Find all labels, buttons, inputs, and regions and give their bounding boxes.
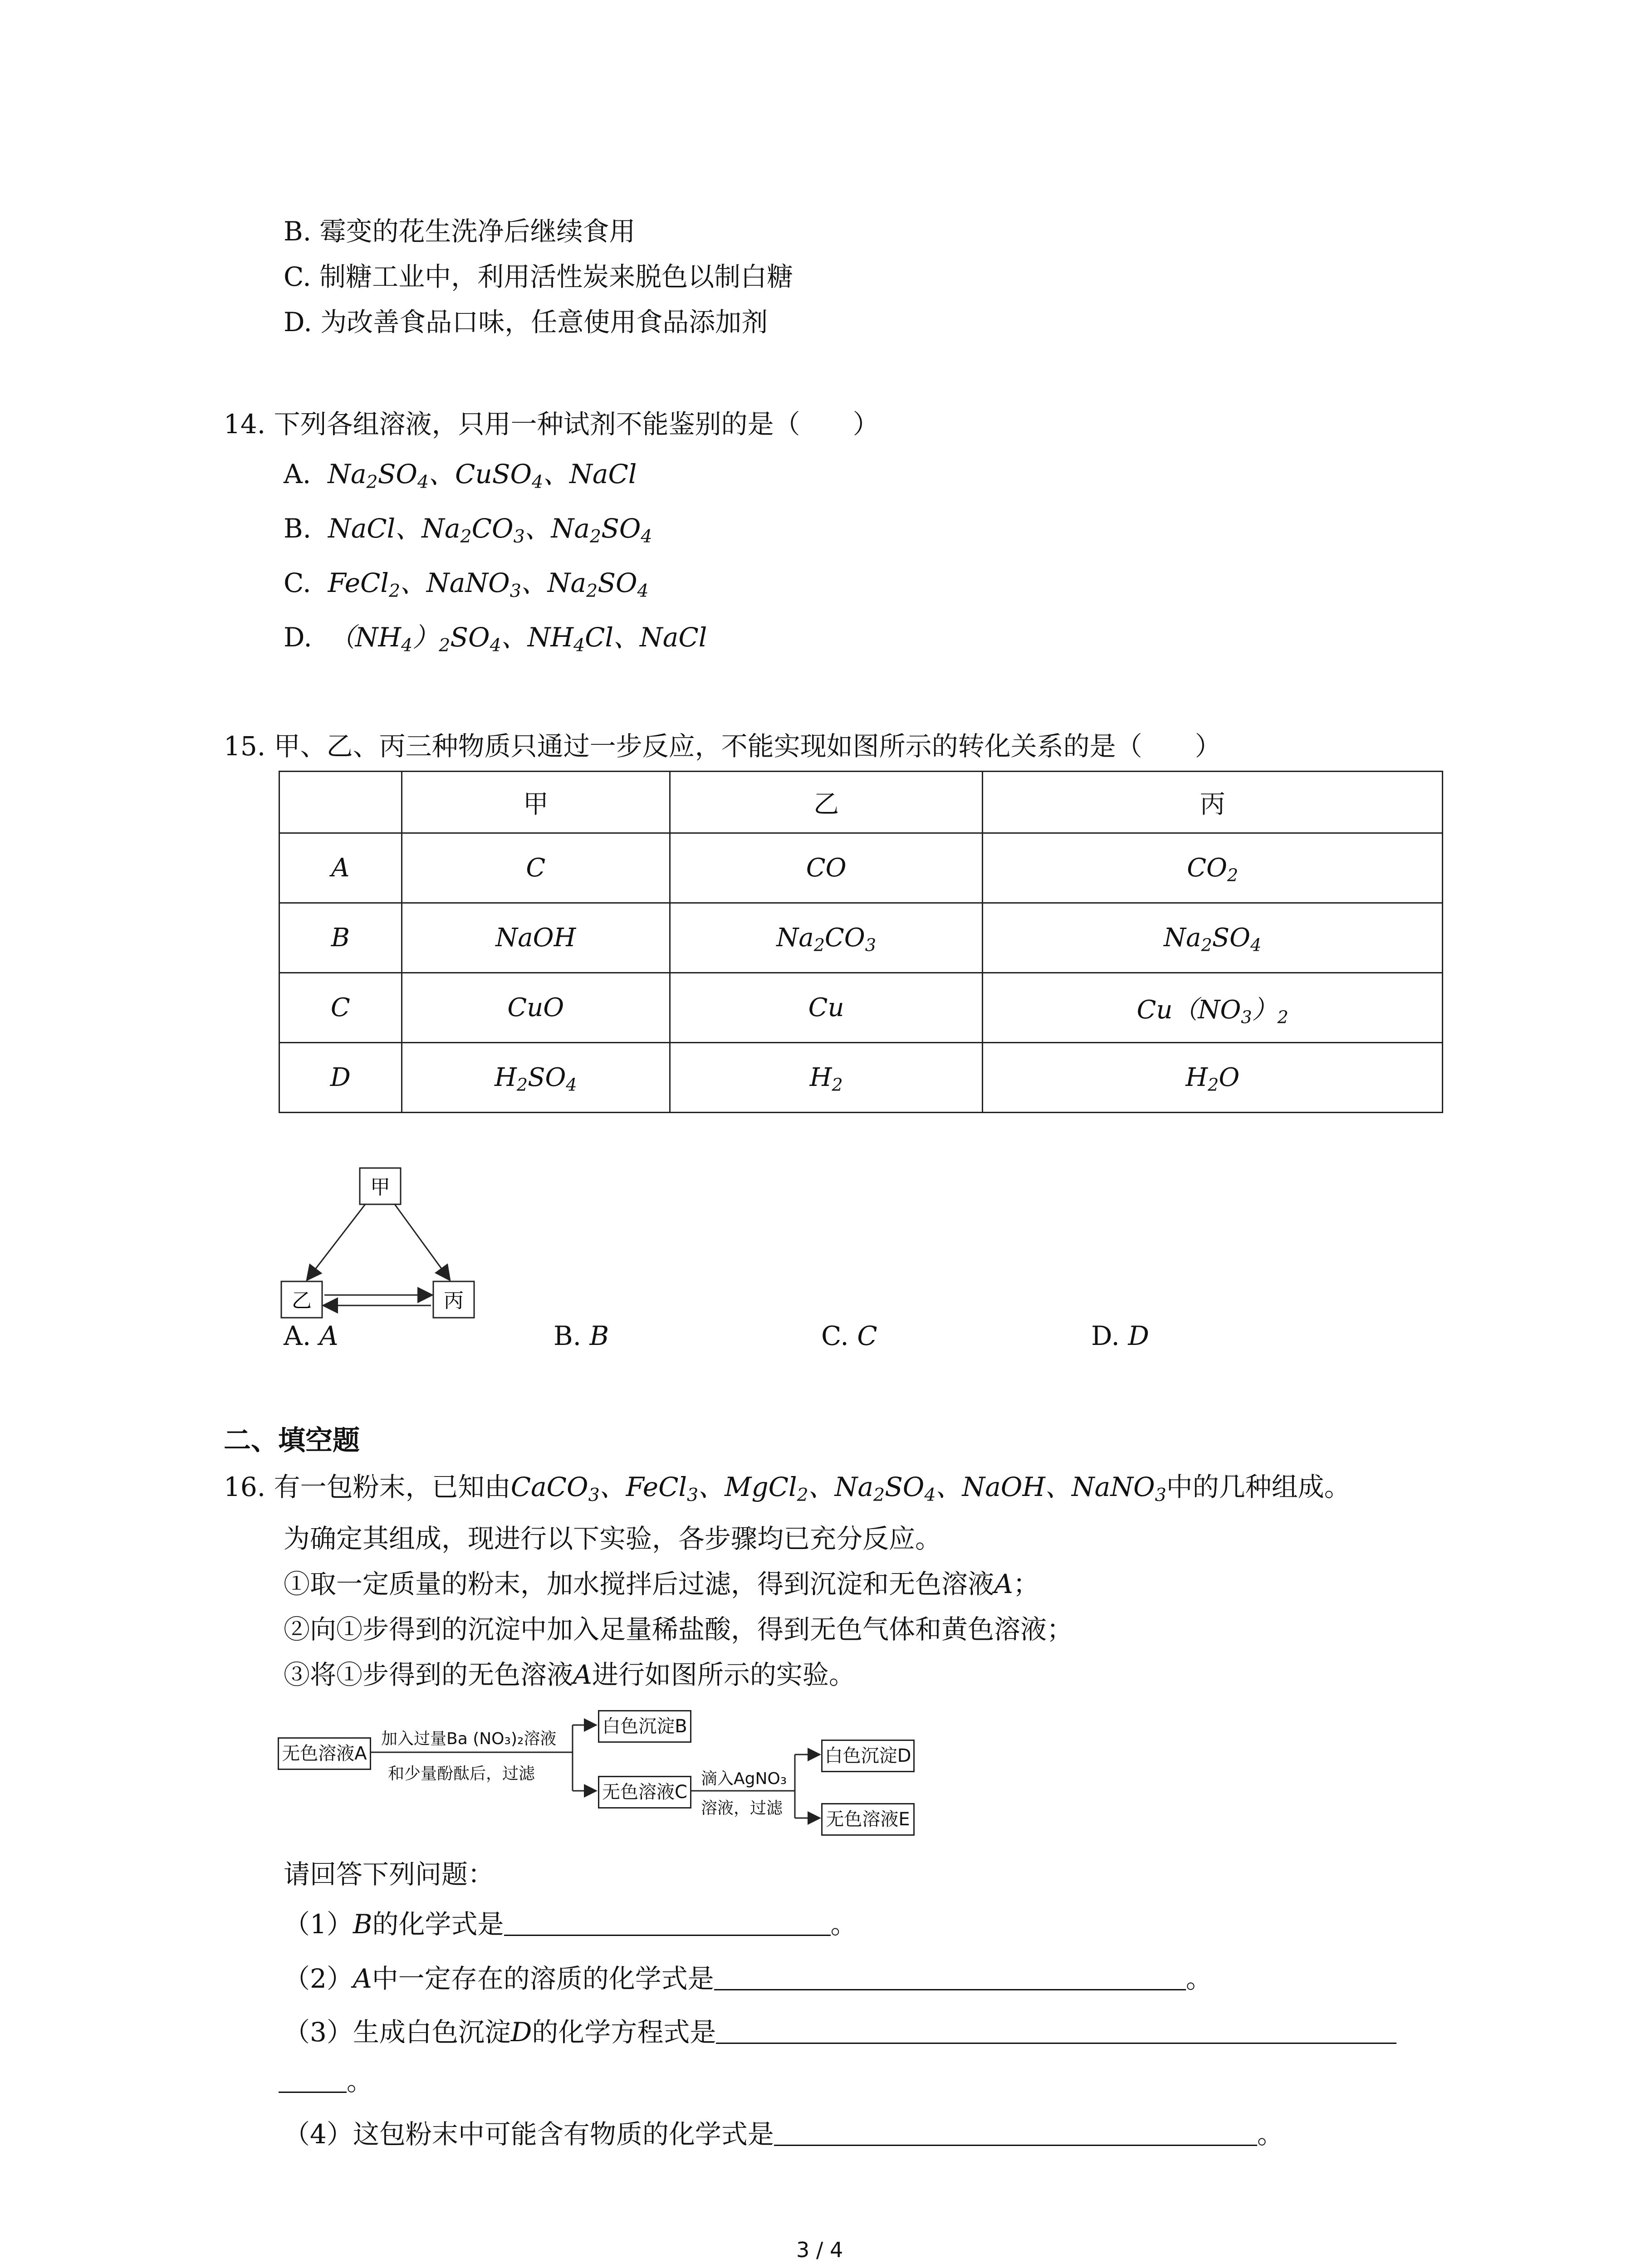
table-cell: $Cu(NO_3)_2$ (983, 973, 1443, 1043)
table-cell: CO (670, 833, 982, 903)
diagram-label-bing: 丙 (444, 1289, 464, 1312)
answer-blank-3-continued[interactable] (279, 2064, 347, 2093)
q16-sub3: （3）生成白色沉淀D的化学方程式是 (284, 2014, 1396, 2050)
q16-stem: 16. 有一包粉末，已知由CaCO$_3$、FeCl$_3$、MgCl$_2$、$Na_2SO_4$、NaOH、NaNO$_3$中的几种组成。 (224, 1471, 1351, 1506)
flow-box-a: 无色溶液A (278, 1737, 371, 1770)
flow-box-c: 无色溶液C (598, 1776, 691, 1809)
flow-box-d: 白色沉淀D (821, 1740, 915, 1772)
q14-option-a: A. $Na_2SO_4$、CuSO$_4$、NaCl (284, 459, 637, 493)
table-cell: NaOH (402, 903, 670, 973)
flow-reagent1-bottom: 和少量酚酞后，过滤 (388, 1765, 535, 1783)
q16-step3: ③将①步得到的无色溶液A进行如图所示的实验。 (284, 1659, 855, 1690)
q14-option-d: D. $(NH_4)_2SO_4$、$NH_4Cl$、NaCl (284, 622, 707, 656)
row-label: D (279, 1043, 402, 1113)
table-cell: $H_2O$ (983, 1043, 1443, 1113)
table-cell: $Na_2CO_3$ (670, 903, 982, 973)
q16-sub3-continued: 。 (279, 2063, 373, 2099)
table-cell: $H_2$ (670, 1043, 982, 1113)
table-cell: $CO_2$ (983, 833, 1443, 903)
q15-answer-d: D. D (1091, 1320, 1149, 1351)
section-title: 二、填空题 (224, 1425, 360, 1457)
table-cell: CuO (402, 973, 670, 1043)
table-header-jia: 甲 (402, 772, 670, 833)
q16-sub4: （4）这包粉末中可能含有物质的化学式是 。 (284, 2116, 1283, 2152)
flow-box-e: 无色溶液E (821, 1803, 915, 1836)
q16-step1: ①取一定质量的粉末，加水搅拌后过滤，得到沉淀和无色溶液A； (284, 1569, 1039, 1599)
row-label: C (279, 973, 402, 1043)
q15-stem: 15. 甲、乙、丙三种物质只通过一步反应，不能实现如图所示的转化关系的是（ ） (224, 731, 1221, 762)
table-header-bing: 丙 (983, 772, 1443, 833)
row-label: B (279, 903, 402, 973)
table-cell: $Na_2SO_4$ (983, 903, 1443, 973)
q14-stem: 14. 下列各组溶液，只用一种试剂不能鉴别的是（ ） (224, 409, 879, 440)
q16-ask: 请回答下列问题： (284, 1859, 495, 1890)
table-header-yi: 乙 (670, 772, 982, 833)
answer-blank-4[interactable] (774, 2117, 1257, 2146)
q15-answer-b: B. B (554, 1320, 609, 1351)
q15-answer-c: C. C (821, 1320, 877, 1351)
q14-option-b: B. NaCl、$Na_2CO_3$、$Na_2SO_4$ (284, 513, 652, 547)
table-cell: C (402, 833, 670, 903)
flow-box-b: 白色沉淀B (598, 1710, 691, 1743)
q15-answer-a: A. A (284, 1320, 338, 1351)
q16-sub2: （2）A中一定存在的溶质的化学式是 。 (284, 1960, 1212, 1997)
table-cell: $H_2SO_4$ (402, 1043, 670, 1113)
flow-reagent1-top: 加入过量Ba (NO₃)₂溶液 (381, 1730, 557, 1748)
arrow-jia-to-yi (308, 1204, 365, 1279)
answer-blank-2[interactable] (714, 1962, 1186, 1990)
q15-conversion-diagram (272, 1166, 481, 1325)
diagram-label-yi: 乙 (292, 1289, 312, 1312)
table-header-blank (279, 772, 402, 833)
table-cell: Cu (670, 973, 982, 1043)
flow-arrows (368, 1706, 827, 1842)
q13-option-d: D. 为改善食品口味，任意使用食品添加剂 (284, 307, 768, 337)
row-label: A (279, 833, 402, 903)
q14-option-c: C. FeCl$_2$、NaNO$_3$、$Na_2SO_4$ (284, 567, 649, 602)
q16-line2: 为确定其组成，现进行以下实验，各步骤均已充分反应。 (284, 1523, 942, 1554)
q15-table (279, 771, 1443, 1113)
answer-blank-3[interactable] (716, 2015, 1396, 2044)
q13-option-b: B. 霉变的花生洗净后继续食用 (284, 216, 636, 247)
flow-reagent2-top: 滴入AgNO₃ (701, 1769, 787, 1788)
arrow-jia-to-bing (395, 1204, 449, 1279)
q16-step2: ②向①步得到的沉淀中加入足量稀盐酸，得到无色气体和黄色溶液； (284, 1614, 1073, 1645)
q13-option-c: C. 制糖工业中，利用活性炭来脱色以制白糖 (284, 261, 794, 292)
q16-sub1: （1）B的化学式是 。 (284, 1906, 857, 1942)
flow-reagent2-bottom: 溶液，过滤 (701, 1799, 783, 1818)
diagram-label-jia: 甲 (370, 1176, 390, 1199)
answer-blank-1[interactable] (504, 1907, 831, 1936)
page-number: 3 / 4 (796, 2238, 843, 2262)
